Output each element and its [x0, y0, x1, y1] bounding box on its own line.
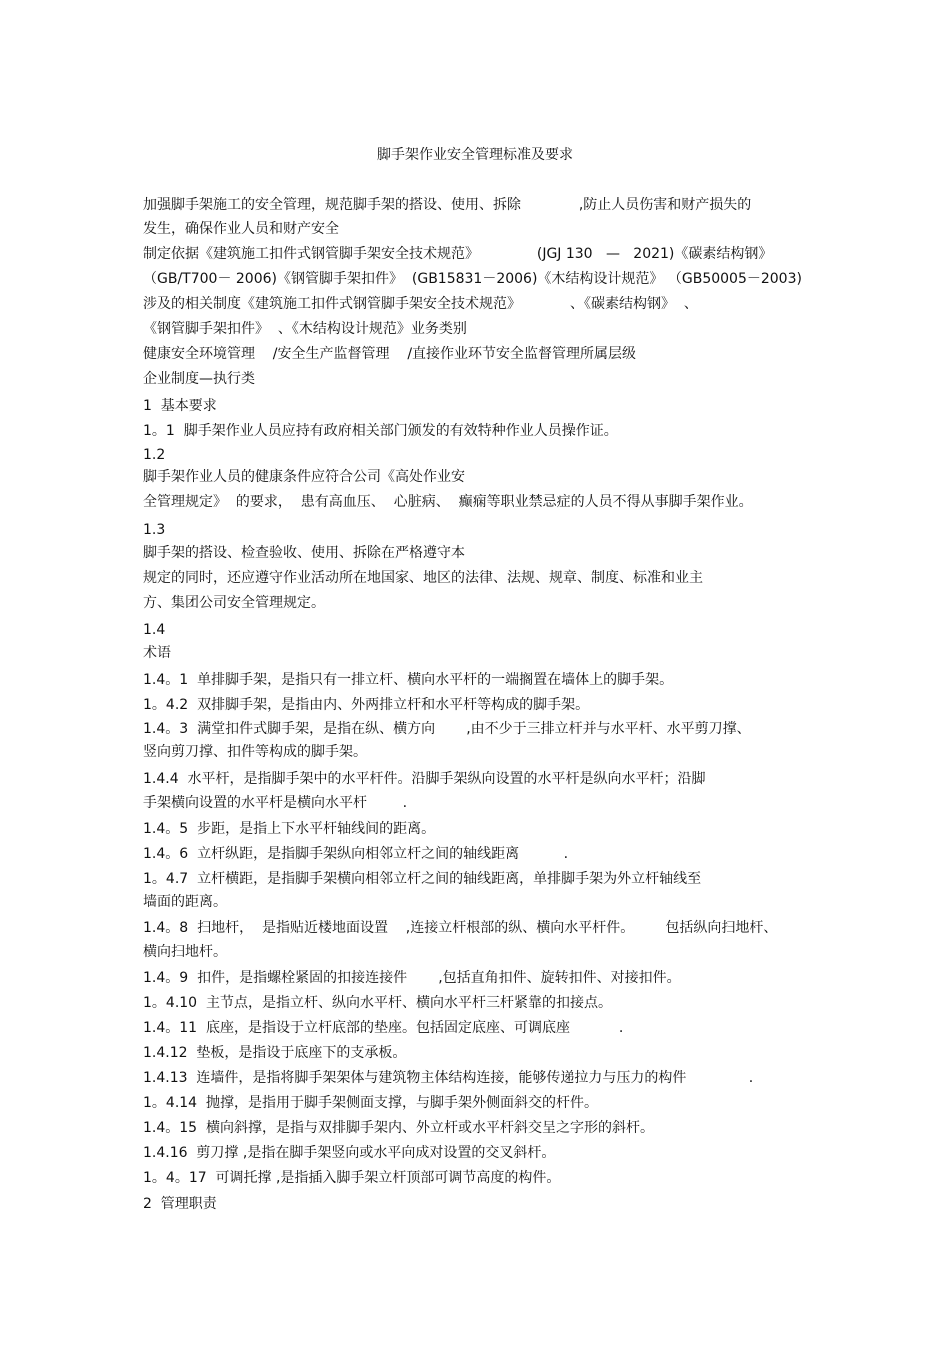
text-line: 1。4.2 双排脚手架，是指由内、外两排立杆和水平杆等构成的脚手架。: [143, 697, 590, 713]
text-line: 横向扫地杆。: [143, 944, 227, 960]
text-line: 涉及的相关制度《建筑施工扣件式钢管脚手架安全技术规范》 、《碳素结构钢》 、: [143, 296, 698, 312]
text-line: 脚手架的搭设、检查验收、使用、拆除在严格遵守本: [143, 545, 465, 561]
text-line: 健康安全环境管理 /安全生产监督管理 /直接作业环节安全监督管理所属层级: [143, 346, 637, 362]
text-line: 脚手架作业人员的健康条件应符合公司《高处作业安: [143, 469, 465, 485]
section-heading: 1 基本要求: [143, 398, 217, 414]
text-line: 1.4。1 单排脚手架，是指只有一排立杆、横向水平杆的一端搁置在墙体上的脚手架。: [143, 672, 674, 688]
text-line: 墙面的距离。: [143, 894, 227, 910]
text-line: 1.4。15 横向斜撑，是指与双排脚手架内、外立杆或水平杆斜交呈之字形的斜杆。: [143, 1120, 654, 1136]
text-line: 全管理规定》 的要求， 患有高血压、 心脏病、 癫痫等职业禁忌症的人员不得从事脚手架作业。: [143, 494, 753, 510]
text-line: 企业制度—执行类: [143, 371, 255, 387]
text-line: 1.4。3 满堂扣件式脚手架，是指在纵、横方向 ,由不少于三排立杆并与水平杆、水平剪刀撑、: [143, 721, 751, 737]
text-line: 1.2: [143, 447, 166, 463]
text-line: （GB/T700－ 2006)《钢管脚手架扣件》 (GB15831－2006)《木结构设计规范》 （GB50005－2003): [143, 271, 802, 287]
section-heading: 2 管理职责: [143, 1196, 217, 1212]
text-line: 制定依据《建筑施工扣件式钢管脚手架安全技术规范》 (JGJ 130 — 2021)《碳素结构钢》: [143, 246, 773, 262]
text-line: 术语: [143, 645, 171, 661]
text-line: 方、集团公司安全管理规定。: [143, 595, 325, 611]
text-line: 1.4。11 底座，是指设于立杆底部的垫座。包括固定底座、可调底座 .: [143, 1020, 624, 1036]
text-line: 1.4。6 立杆纵距，是指脚手架纵向相邻立杆之间的轴线距离 .: [143, 846, 569, 862]
text-line: 1.4: [143, 622, 166, 638]
text-line: 1。4.10 主节点，是指立杆、纵向水平杆、横向水平杆三杆紧靠的扣接点。: [143, 995, 612, 1011]
text-line: 1.4.16 剪刀撑 ,是指在脚手架竖向或水平向成对设置的交叉斜杆。: [143, 1145, 556, 1161]
text-line: 竖向剪刀撑、扣件等构成的脚手架。: [143, 744, 367, 760]
text-line: 发生，确保作业人员和财产安全: [143, 221, 339, 237]
text-line: 1。4。17 可调托撑 ,是指插入脚手架立杆顶部可调节高度的构件。: [143, 1170, 561, 1186]
text-line: 1.3: [143, 522, 166, 538]
text-line: 1。1 脚手架作业人员应持有政府相关部门颁发的有效特种作业人员操作证。: [143, 423, 618, 439]
text-line: 《钢管脚手架扣件》 、《木结构设计规范》业务类别: [143, 321, 467, 337]
text-line: 1.4.4 水平杆，是指脚手架中的水平杆件。沿脚手架纵向设置的水平杆是纵向水平杆；沿脚: [143, 771, 706, 787]
text-line: 加强脚手架施工的安全管理，规范脚手架的搭设、使用、拆除 ,防止人员伤害和财产损失的: [143, 197, 752, 213]
document-title: 脚手架作业安全管理标准及要求: [377, 147, 573, 163]
text-line: 1.4。8 扫地杆， 是指贴近楼地面设置 ,连接立杆根部的纵、横向水平杆件。 包括纵向扫地杆、: [143, 920, 778, 936]
text-line: 1.4.13 连墙件，是指将脚手架架体与建筑物主体结构连接，能够传递拉力与压力的构件 .: [143, 1070, 754, 1086]
text-line: 1。4.14 抛撑，是指用于脚手架侧面支撑，与脚手架外侧面斜交的杆件。: [143, 1095, 598, 1111]
text-line: 规定的同时，还应遵守作业活动所在地国家、地区的法律、法规、规章、制度、标准和业主: [143, 570, 703, 586]
text-line: 1。4.7 立杆横距，是指脚手架横向相邻立杆之间的轴线距离，单排脚手架为外立杆轴线至: [143, 871, 702, 887]
text-line: 1.4。9 扣件，是指螺栓紧固的扣接连接件 ,包括直角扣件、旋转扣件、对接扣件。: [143, 970, 681, 986]
text-line: 1.4.12 垫板，是指设于底座下的支承板。: [143, 1045, 407, 1061]
text-line: 手架横向设置的水平杆是横向水平杆 .: [143, 795, 408, 811]
text-line: 1.4。5 步距，是指上下水平杆轴线间的距离。: [143, 821, 436, 837]
